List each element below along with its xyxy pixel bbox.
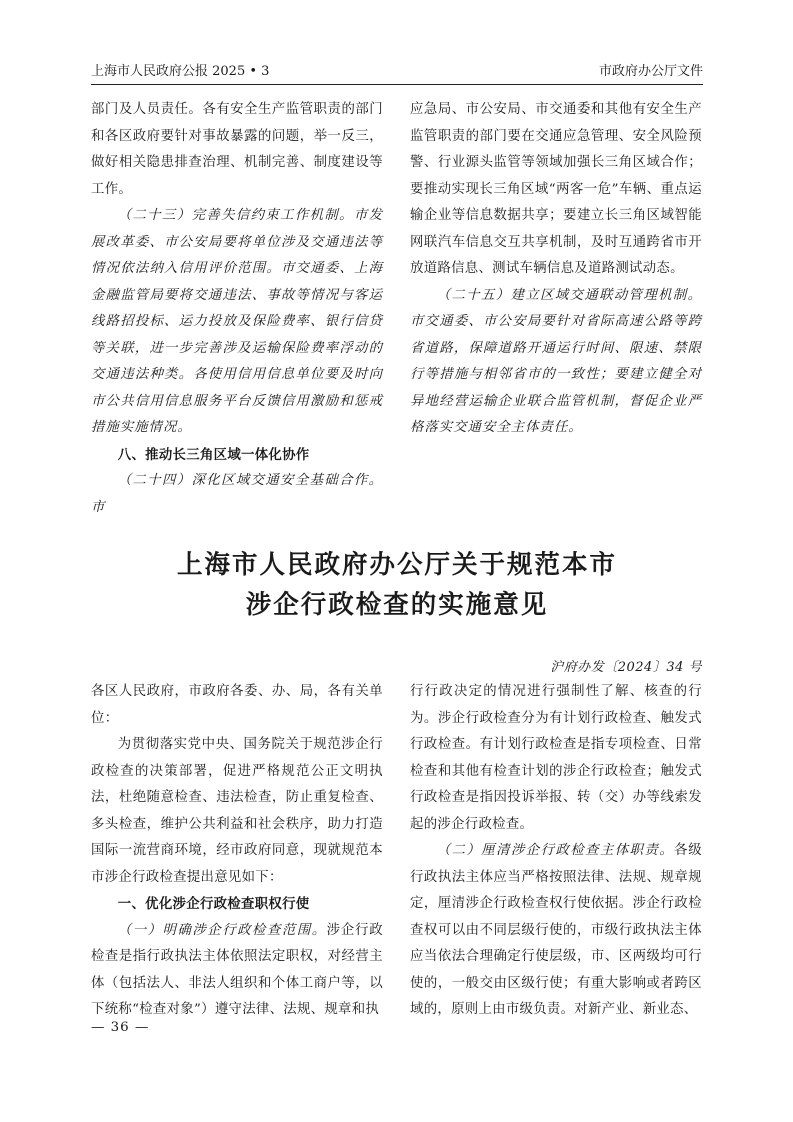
paragraph: 应急局、市公安局、市交通委和其他有安全生产监管职责的部门要在交通应急管理、安全风险预警、行业源头监管等领域加强长三角区域合作；要推动实现长三角区域“两客一危”车辆、重点运输企业等信息数据共享；要建立长三角区域智能网联汽车信息交互共享机制，及时互通跨省市开放道路信息、测试车辆信息及道路测试动态。 <box>410 102 702 276</box>
paragraph: （二十三）完善失信约束工作机制。市发展改革委、市公安局要将单位涉及交通违法等情况依法纳入信用评价范围。市交通委、上海金融监管局要将交通违法、事故等情况与客运线路招投标、运力投放及保险费率、银行信贷等关联，进一步完善涉及运输保险费率浮动的交通违法种类。各使用信用信息单位要及时向市公共信用信息服务平台反馈信用激励和惩戒措施实施情况。 <box>91 208 383 435</box>
previous-article-column-right <box>410 97 702 447</box>
title-line: 涉企行政检查的实施意见 <box>245 590 549 620</box>
paragraph: 涉企行政检查是指行政执法主体依照法定职权，对经营主体（包括法人、非法人组织和个体工商户等，以下统称“检查对象”）遵守法律、法规、规章和执 <box>91 922 384 1017</box>
document-body-column-left <box>91 679 383 1030</box>
subsection-heading: （一）明确涉企行政检查范围。 <box>117 922 327 938</box>
running-header <box>91 62 703 85</box>
gazette-issue: 上海市人民政府公报 2025 • 3 <box>91 64 270 79</box>
document-body-column-right <box>410 679 702 1030</box>
section-label: 市政府办公厅文件 <box>598 64 703 79</box>
title-line: 上海市人民政府办公厅关于规范本市 <box>176 550 617 580</box>
section-heading: 一、优化涉企行政检查职权行使 <box>117 896 310 912</box>
subsection-heading: （二）厘清涉企行政检查主体职责。 <box>436 843 675 858</box>
document-number: 沪府办发〔2024〕34 号 <box>550 660 702 675</box>
section-heading: 八、推动长三角区域一体化协作 <box>117 446 310 463</box>
salutation: 各区人民政府，市政府各委、办、局，各有关单位： <box>91 684 383 726</box>
paragraph: （二十五）建立区域交通联动管理机制。市交通委、市公安局要针对省际高速公路等跨省道路，保障道路开通运行时间、限速、禁限行等措施与相邻省市的一致性；要建立健全对异地经营运输企业联合监管机制，督促企业严格落实交通安全主体责任。 <box>410 287 702 435</box>
paragraph: 各级行政执法主体应当严格按照法律、法规、规章规定，厘清涉企行政检查权行使依据。涉企行政检查权可以由不同层级行使的，市级行政执法主体应当依法合理确定行使层级，市、区两级均可行使的，一般交由区级行使；有重大影响或者跨区域的，原则上由市级负责。对新产业、新业态、 <box>410 843 702 1017</box>
paragraph: 部门及人员责任。各有安全生产监管职责的部门和各区政府要针对事故暴露的问题，举一反三，做好相关隐患排查治理、机制完善、制度建设等工作。 <box>91 102 383 197</box>
previous-article-column-left <box>91 97 383 515</box>
page-number: — 36 — <box>91 1020 150 1035</box>
paragraph: 为贯彻落实党中央、国务院关于规范涉企行政检查的决策部署，促进严格规范公正文明执法，杜绝随意检查、违法检查，防止重复检查、多头检查，维护公共利益和社会秩序，助力打造国际一流营商环境，经市政府同意，现就规范本市涉企行政检查提出意见如下： <box>91 737 383 885</box>
document-title <box>91 545 703 625</box>
paragraph: 行行政决定的情况进行强制性了解、核查的行为。涉企行政检查分为有计划行政检查、触发式行政检查。有计划行政检查是指专项检查、日常检查和其他有检查计划的涉企行政检查；触发式行政检查是指因投诉举报、转（交）办等线索发起的涉企行政检查。 <box>410 684 702 832</box>
paragraph: （二十四）深化区域交通安全基础合作。市 <box>91 473 383 515</box>
